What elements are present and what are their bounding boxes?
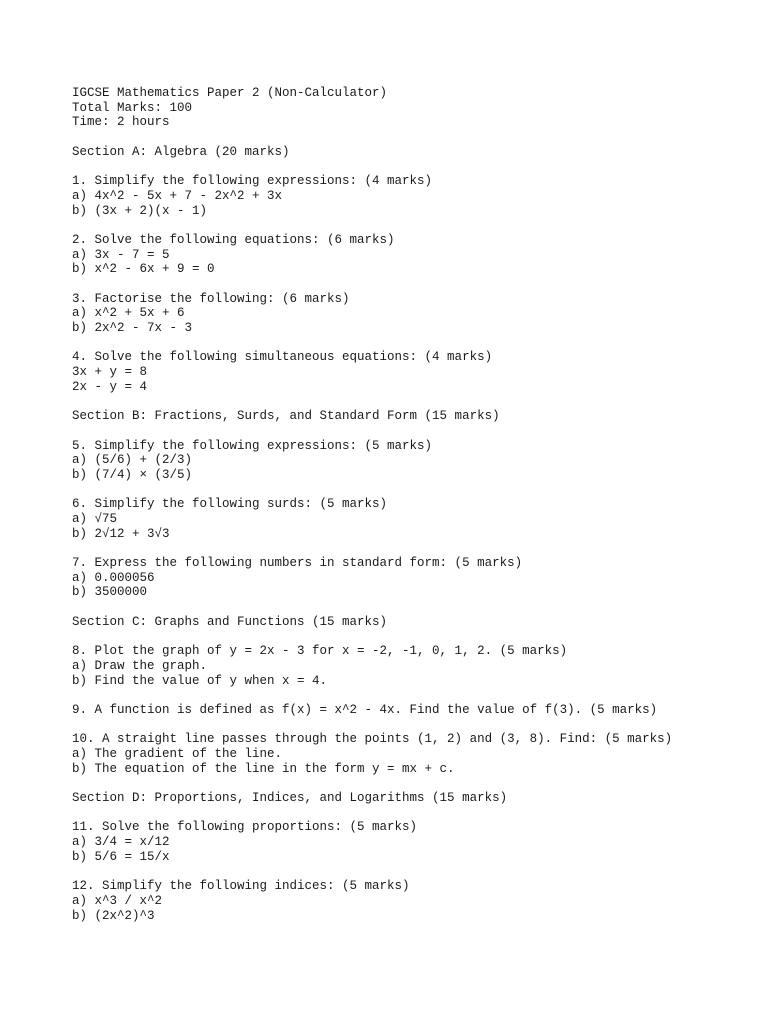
question-prompt: 1. Simplify the following expressions: (4 marks) [72, 174, 433, 189]
question-part-b: b) 2x^2 - 7x - 3 [72, 321, 193, 335]
section-heading: Section D: Proportions, Indices, and Logarithms (15 marks) [72, 791, 508, 805]
question-prompt: 10. A straight line passes through the points (1, 2) and (3, 8). Find: (5 marks) [72, 732, 673, 747]
question-prompt: 12. Simplify the following indices: (5 marks) [72, 879, 410, 894]
question-prompt: 3. Factorise the following: (6 marks) [72, 291, 350, 306]
question-part-a: a) The gradient of the line. [72, 746, 283, 761]
question-11 [72, 820, 752, 864]
question-part-b: b) 3500000 [72, 585, 148, 600]
equation-1: 3x + y = 8 [72, 365, 148, 380]
section-b-heading-block [72, 409, 752, 424]
question-2 [72, 233, 752, 277]
section-d-heading-block [72, 791, 752, 806]
section-c-heading-block [72, 615, 752, 630]
question-part-a: a) 0.000056 [72, 570, 155, 585]
exam-paper [72, 86, 752, 938]
section-heading: Section A: Algebra (20 marks) [72, 144, 290, 159]
question-part-a: a) Draw the graph. [72, 658, 208, 673]
question-3 [72, 292, 752, 336]
question-part-a: a) 3x - 7 = 5 [72, 247, 170, 262]
question-part-b: b) Find the value of y when x = 4. [72, 673, 328, 688]
question-part-b: b) 5/6 = 15/x [72, 849, 170, 864]
question-8 [72, 644, 752, 688]
question-12 [72, 879, 752, 923]
question-part-a: a) (5/6) + (2/3) [72, 453, 193, 468]
time-allowed: Time: 2 hours [72, 115, 170, 130]
question-part-b: b) (3x + 2)(x - 1) [72, 203, 208, 218]
question-9 [72, 703, 752, 718]
question-part-b: b) x^2 - 6x + 9 = 0 [72, 262, 215, 277]
question-1 [72, 174, 752, 218]
paper-title: IGCSE Mathematics Paper 2 (Non-Calculator) [72, 86, 388, 100]
question-part-b: b) The equation of the line in the form y = mx + c. [72, 761, 455, 776]
question-part-a: a) √75 [72, 511, 118, 526]
question-prompt: 6. Simplify the following surds: (5 marks) [72, 497, 388, 512]
question-prompt: 7. Express the following numbers in standard form: (5 marks) [72, 556, 523, 570]
question-part-b: b) (2x^2)^3 [72, 908, 155, 923]
question-part-a: a) x^3 / x^2 [72, 893, 163, 908]
question-part-a: a) 4x^2 - 5x + 7 - 2x^2 + 3x [72, 188, 283, 203]
question-prompt: 4. Solve the following simultaneous equations: (4 marks) [72, 350, 493, 365]
question-4 [72, 350, 752, 394]
question-10 [72, 732, 752, 776]
equation-2: 2x - y = 4 [72, 379, 148, 394]
question-prompt: 11. Solve the following proportions: (5 marks) [72, 820, 418, 835]
question-part-b: b) (7/4) × (3/5) [72, 467, 193, 482]
question-prompt: 8. Plot the graph of y = 2x - 3 for x = -2, -1, 0, 1, 2. (5 marks) [72, 644, 568, 659]
question-prompt: 5. Simplify the following expressions: (5 marks) [72, 438, 433, 453]
total-marks: Total Marks: 100 [72, 100, 193, 115]
question-prompt: 9. A function is defined as f(x) = x^2 - 4x. Find the value of f(3). (5 marks) [72, 702, 658, 717]
question-5 [72, 439, 752, 483]
section-heading: Section C: Graphs and Functions (15 marks) [72, 614, 388, 629]
question-6 [72, 497, 752, 541]
question-prompt: 2. Solve the following equations: (6 marks) [72, 232, 395, 247]
section-heading: Section B: Fractions, Surds, and Standard Form (15 marks) [72, 409, 500, 424]
question-part-a: a) 3/4 = x/12 [72, 835, 170, 850]
paper-header [72, 86, 752, 130]
section-a-heading-block [72, 145, 752, 160]
question-part-b: b) 2√12 + 3√3 [72, 526, 170, 541]
question-part-a: a) x^2 + 5x + 6 [72, 306, 185, 321]
question-7 [72, 556, 752, 600]
